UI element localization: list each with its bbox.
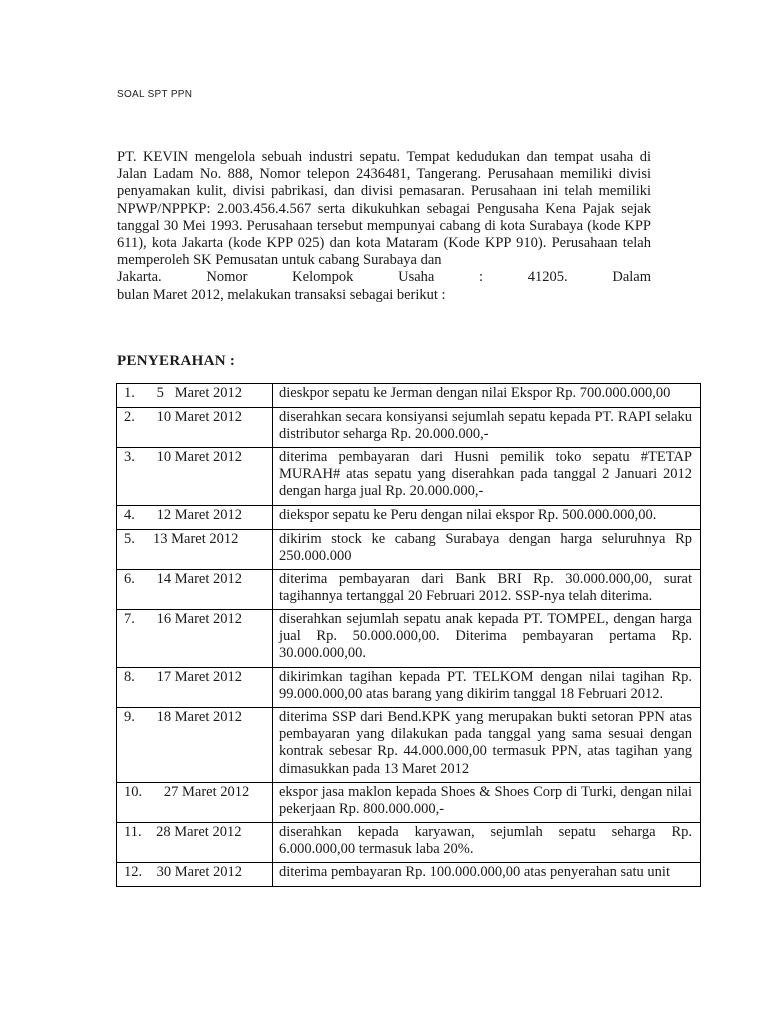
table-row [117,823,701,863]
transaction-date: 6. 14 Maret 2012 [117,570,273,610]
document-title: SOAL SPT PPN [117,89,193,100]
table-row [117,408,701,448]
transaction-date: 11. 28 Maret 2012 [117,823,273,863]
table-row [117,610,701,668]
table-row [117,448,701,506]
transaction-description: diekspor sepatu ke Peru dengan nilai ekspor Rp. 500.000.000,00. [273,506,701,530]
intro-text-line-c: bulan Maret 2012, melakukan transaksi sebagai berikut : [117,286,446,303]
transaction-date: 4. 12 Maret 2012 [117,506,273,530]
intro-paragraph [117,149,651,304]
transaction-date: 10. 27 Maret 2012 [117,783,273,823]
intro-text-line-b: Jakarta. Nomor Kelompok Usaha : 41205. Dalam [117,269,651,286]
transaction-description: ekspor jasa maklon kepada Shoes & Shoes Corp di Turki, dengan nilai pekerjaan Rp. 800.000.000,- [273,783,701,823]
transactions-table [116,383,701,887]
table-row [117,384,701,408]
table-row [117,530,701,570]
table-row [117,783,701,823]
transaction-description: diterima pembayaran dari Husni pemilik toko sepatu #TETAP MURAH# atas sepatu yang diserahkan pada tanggal 2 Januari 2012 dengan harga jual Rp. 20.000.000,- [273,448,701,506]
transaction-description: dikirimkan tagihan kepada PT. TELKOM dengan nilai tagihan Rp. 99.000.000,00 atas barang yang dikirim tanggal 18 Februari 2012. [273,668,701,708]
table-row [117,506,701,530]
transaction-description: diserahkan sejumlah sepatu anak kepada PT. TOMPEL, dengan harga jual Rp. 50.000.000,00. Diterima pembayaran pertama Rp. 30.000.000,00. [273,610,701,668]
transaction-date: 5. 13 Maret 2012 [117,530,273,570]
transaction-description: diterima pembayaran Rp. 100.000.000,00 atas penyerahan satu unit [273,863,701,887]
transaction-date: 9. 18 Maret 2012 [117,708,273,783]
section-heading-penyerahan: PENYERAHAN : [117,353,236,369]
table-row [117,668,701,708]
transaction-date: 7. 16 Maret 2012 [117,610,273,668]
transaction-date: 1. 5 Maret 2012 [117,384,273,408]
transaction-date: 12. 30 Maret 2012 [117,863,273,887]
transaction-date: 3. 10 Maret 2012 [117,448,273,506]
intro-text: PT. KEVIN mengelola sebuah industri sepatu. Tempat kedudukan dan tempat usaha di Jalan Ladam No. 888, Nomor telepon 2436481, Tangerang. Perusahaan memiliki divisi penyamakan kulit, divisi pabrikasi, dan divisi pemasaran. Perusahaan ini telah memiliki NPWP/NPPKP: 2.003.456.4.567 serta dikukuhkan sebagai Pengusaha Kena Pajak sejak tanggal 30 Mei 1993. Perusahaan tersebut mempunyai cabang di kota Surabaya (kode KPP 611), kota Jakarta (kode KPP 025) dan kota Mataram (Kode KPP 910). Perusahaan telah memperoleh SK Pemusatan untuk cabang Surabaya dan [117,149,651,269]
transaction-date: 2. 10 Maret 2012 [117,408,273,448]
transaction-description: diserahkan secara konsiyansi sejumlah sepatu kepada PT. RAPI selaku distributor seharga Rp. 20.000.000,- [273,408,701,448]
transaction-description: dikirim stock ke cabang Surabaya dengan harga seluruhnya Rp 250.000.000 [273,530,701,570]
table-row [117,570,701,610]
transaction-description: diterima pembayaran dari Bank BRI Rp. 30.000.000,00, surat tagihannya tertanggal 20 Februari 2012. SSP-nya telah diterima. [273,570,701,610]
table-row [117,708,701,783]
transaction-date: 8. 17 Maret 2012 [117,668,273,708]
transaction-description: diserahkan kepada karyawan, sejumlah sepatu seharga Rp. 6.000.000,00 termasuk laba 20%. [273,823,701,863]
transaction-description: dieskpor sepatu ke Jerman dengan nilai Ekspor Rp. 700.000.000,00 [273,384,701,408]
transaction-description: diterima SSP dari Bend.KPK yang merupakan bukti setoran PPN atas pembayaran yang dilakukan pada tanggal yang sama sesuai dengan kontrak sebesar Rp. 44.000.000,00 termasuk PPN, atas tagihan yang dimasukkan pada 13 Maret 2012 [273,708,701,783]
table-row [117,863,701,887]
